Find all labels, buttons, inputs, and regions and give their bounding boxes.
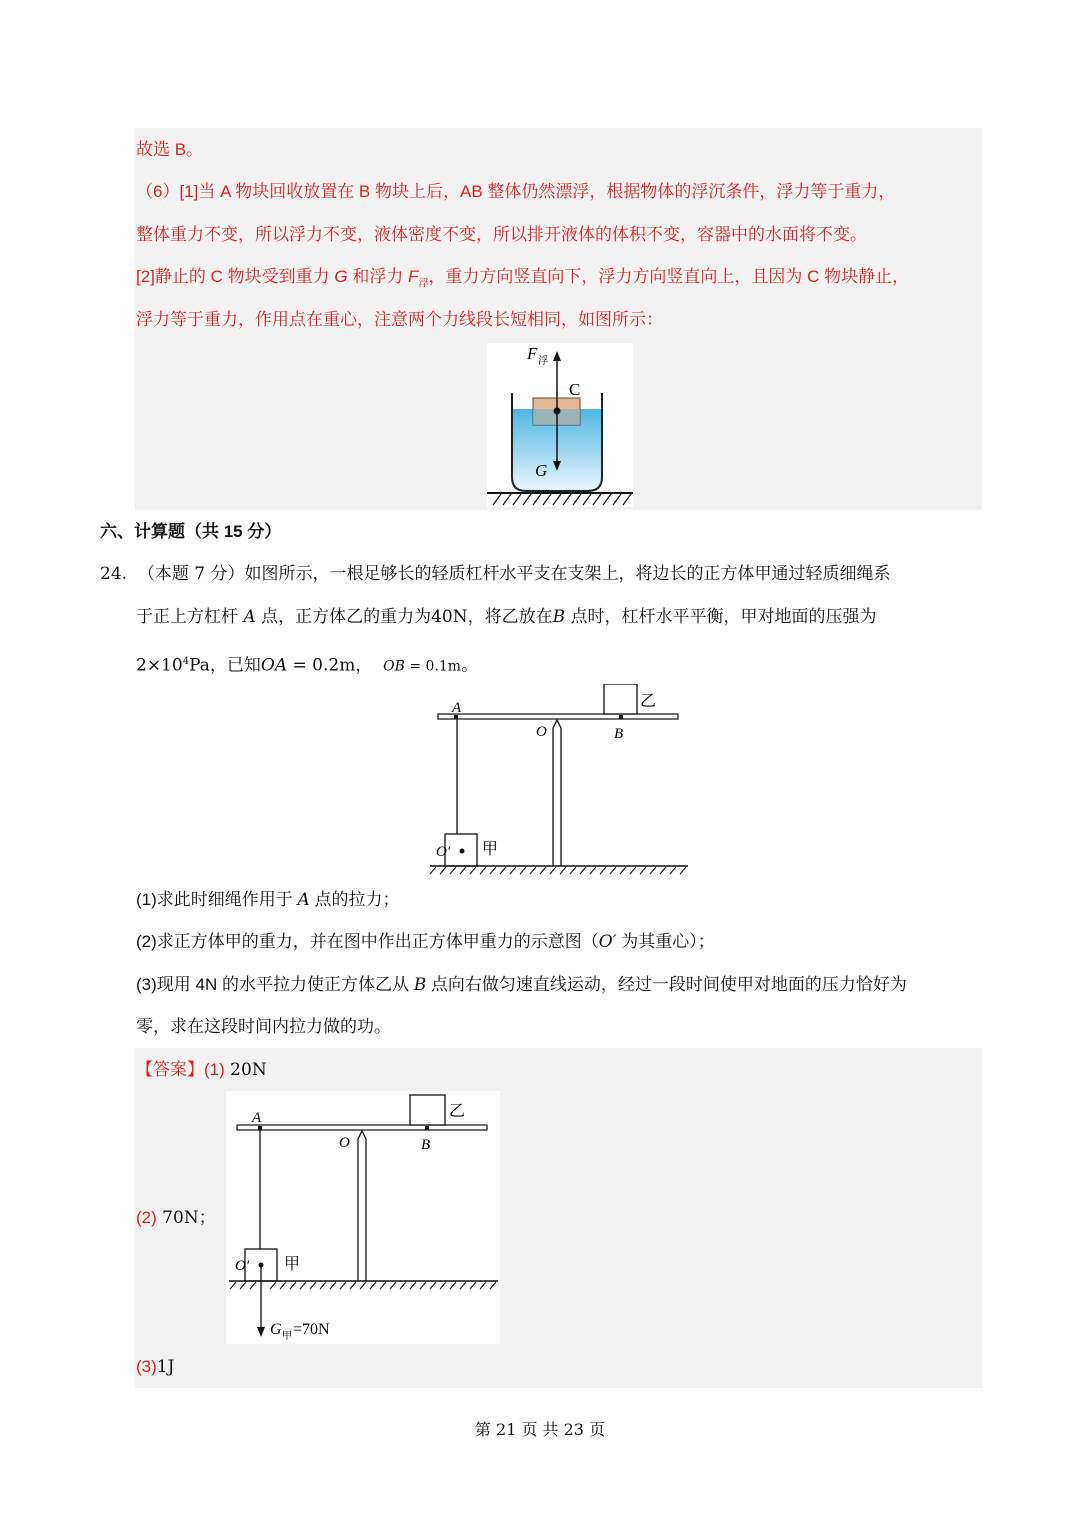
answer-label-G: G bbox=[270, 1321, 282, 1338]
answer-label-jia: 甲 bbox=[284, 1256, 301, 1273]
answer-line-4-part-b: 和浮力 bbox=[347, 267, 409, 286]
answer-1-label: (1) bbox=[204, 1060, 225, 1079]
label-B: B bbox=[614, 726, 624, 742]
answer-block-yi bbox=[410, 1095, 445, 1125]
symbol-OA: OA bbox=[260, 655, 288, 676]
answer-line-4-part-a: [2]静止的 C 物块受到重力 bbox=[136, 267, 335, 286]
sub3-part-b: 点向右做匀速直线运动，经过一段时间使甲对地面的压力恰好为 bbox=[426, 975, 907, 994]
q24-line-2 bbox=[136, 605, 877, 629]
pressure-coefficient: 2×10 bbox=[136, 655, 183, 676]
label-jia: 甲 bbox=[482, 841, 499, 858]
q24-line-2-part-b: 点，正方体乙的重力为40N，将乙放在 bbox=[255, 607, 553, 627]
label-O: O bbox=[536, 724, 547, 740]
answer-line-4-part-c: ，重力方向竖直向下，浮力方向竖直向上，且因为 C 物块静止， bbox=[428, 267, 910, 286]
symbol-A: A bbox=[243, 607, 256, 627]
symbol-F-sub: 浮 bbox=[418, 278, 429, 290]
answer-lever-diagram bbox=[226, 1091, 500, 1344]
sub2-part-a: (2)求正方体甲的重力，并在图中作出正方体甲重力的示意图（ bbox=[136, 932, 599, 951]
answer-line-1: 故选 B。 bbox=[136, 140, 204, 159]
OA-value: = 0.2m， bbox=[287, 655, 373, 676]
buoyancy-diagram bbox=[487, 343, 633, 507]
sub-question-1 bbox=[136, 888, 400, 912]
sub-question-2 bbox=[136, 930, 715, 954]
sub1-part-a: (1)求此时细绳作用于 bbox=[136, 890, 298, 909]
symbol-B: B bbox=[552, 607, 566, 627]
q24-line-2-part-a: 于正上方杠杆 bbox=[136, 607, 244, 627]
sentence-end: 。 bbox=[461, 655, 479, 676]
label-G: G bbox=[535, 461, 548, 480]
sub3-part-a: (3)现用 4N 的水平拉力使正方体乙从 bbox=[136, 975, 414, 994]
label-C: C bbox=[569, 380, 581, 399]
label-F-sub: 浮 bbox=[538, 356, 548, 367]
answer-line-3: 整体重力不变，所以浮力不变，液体密度不变，所以排开液体的体积不变，容器中的水面将不变。 bbox=[136, 225, 867, 244]
answer-label-B: B bbox=[421, 1137, 431, 1153]
label-A: A bbox=[452, 700, 462, 716]
symbol-F: F bbox=[408, 267, 419, 286]
question-number: 24. bbox=[100, 564, 128, 584]
answer-1-value: 20N bbox=[224, 1060, 267, 1080]
answer-line-2: （6）[1]当 A 物块回收放置在 B 物块上后，AB 整体仍然漂浮，根据物体的浮沉条件，浮力等于重力， bbox=[136, 182, 896, 201]
answer-label-G-value: =70N bbox=[293, 1321, 330, 1338]
section-title: 六、计算题（共 15 分） bbox=[100, 522, 282, 541]
sub2-symbol-O: O′ bbox=[598, 932, 617, 952]
symbol-G: G bbox=[334, 267, 348, 286]
lever-diagram bbox=[424, 684, 692, 876]
answer-3 bbox=[136, 1355, 174, 1379]
q24-line-2-part-c: 点时，杠杆水平平衡，甲对地面的压强为 bbox=[565, 607, 877, 627]
OB-value: = 0.1m bbox=[404, 658, 462, 675]
answer-label-Oprime: O′ bbox=[235, 1258, 250, 1274]
label-F: F bbox=[527, 344, 538, 363]
answer-2-label: (2) bbox=[136, 1208, 157, 1227]
q24-line-3 bbox=[136, 650, 478, 679]
answer-line-4 bbox=[136, 265, 909, 296]
pressure-unit: Pa bbox=[189, 655, 210, 676]
answer-2-value: 70N； bbox=[156, 1208, 216, 1228]
answer-line-5: 浮力等于重力，作用点在重心，注意两个力线段长短相同，如图所示： bbox=[136, 310, 663, 329]
sub3-symbol-B: B bbox=[413, 975, 427, 995]
answer-label-G-sub: 甲 bbox=[282, 1331, 292, 1342]
pressure-exponent: 4 bbox=[182, 656, 190, 667]
known-label: ，已知 bbox=[209, 655, 261, 676]
sub2-part-b: 为其重心）； bbox=[616, 932, 715, 951]
answer-3-label: (3) bbox=[136, 1357, 157, 1376]
answer-label-yi: 乙 bbox=[449, 1103, 466, 1120]
answer-3-value: 1J bbox=[156, 1357, 175, 1377]
answer-1 bbox=[136, 1058, 267, 1082]
sub1-symbol-A: A bbox=[297, 890, 310, 910]
symbol-OB: OB bbox=[383, 658, 405, 675]
answer-label-O: O bbox=[339, 1135, 350, 1151]
q24-line-1-text: （本题 7 分）如图所示，一根足够长的轻质杠杆水平支在支架上，将边长的正方体甲通过轻质细绳系 bbox=[137, 564, 891, 584]
q24-line-1 bbox=[100, 562, 890, 586]
page-footer: 第 21 页 共 23 页 bbox=[474, 1420, 606, 1439]
answer-tag: 【答案】 bbox=[136, 1060, 204, 1080]
sub-question-3 bbox=[136, 973, 907, 997]
label-yi: 乙 bbox=[640, 693, 657, 710]
sub-question-3-cont: 零，求在这段时间内拉力做的功。 bbox=[136, 1017, 391, 1036]
block-yi bbox=[604, 684, 637, 714]
sub1-part-b: 点的拉力； bbox=[309, 890, 400, 909]
answer-label-A: A bbox=[252, 1110, 262, 1126]
label-Oprime: O′ bbox=[436, 844, 451, 860]
answer-2 bbox=[136, 1206, 216, 1230]
